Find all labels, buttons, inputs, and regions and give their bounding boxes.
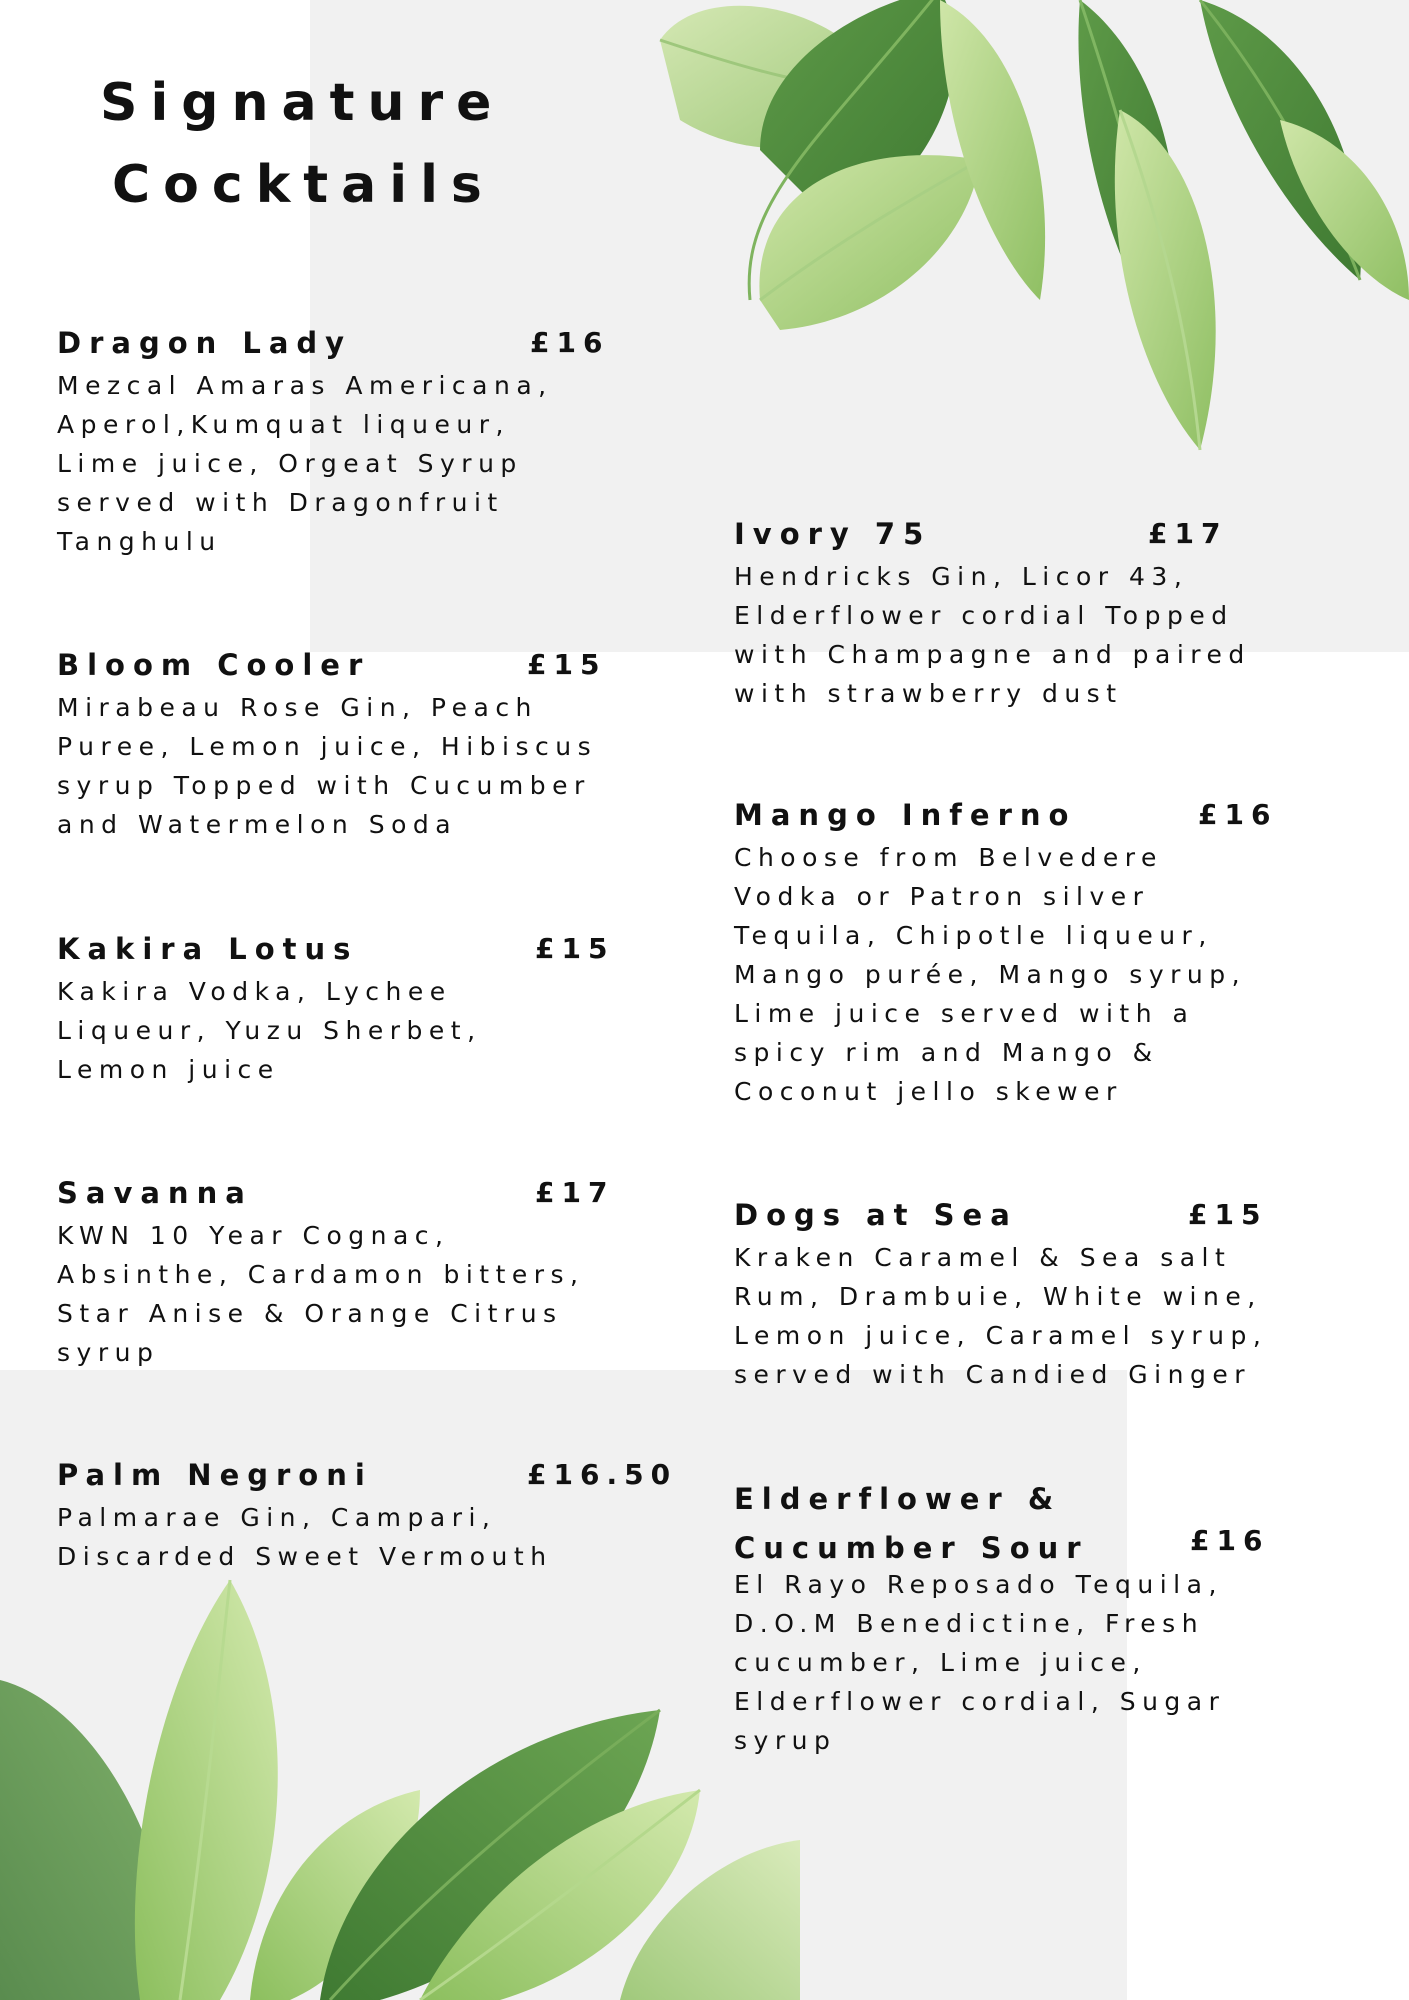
item-price: £15 (527, 648, 607, 681)
item-name: Mango Inferno (734, 798, 1077, 832)
leaf (1115, 110, 1216, 450)
item-name: Palm Negroni (57, 1458, 373, 1492)
item-name: Bloom Cooler (57, 648, 371, 682)
page-title-line1: Signature (100, 73, 505, 133)
item-description: Kakira Vodka, Lychee Liqueur, Yuzu Sherbet, Lemon juice (57, 977, 482, 1084)
item-name: Elderflower & Cucumber Sour (734, 1482, 1089, 1565)
leaf (940, 0, 1045, 300)
item-price: £15 (1188, 1198, 1268, 1231)
menu-item-mango-inferno (734, 798, 1384, 1111)
item-price: £16 (1190, 1524, 1270, 1557)
item-name: Dragon Lady (57, 326, 353, 360)
item-price: £15 (535, 932, 615, 965)
item-header (57, 648, 697, 688)
item-description: Palmarae Gin, Campari, Discarded Sweet Vermouth (57, 1503, 553, 1571)
page-title (100, 62, 504, 226)
item-description: Mezcal Amaras Americana, Aperol,Kumquat liqueur, Lime juice, Orgeat Syrup served with Dragonfruit Tanghulu (57, 371, 553, 556)
leaf (135, 1580, 278, 2000)
item-price: £16 (1198, 798, 1278, 831)
leaf-cluster-top (640, 0, 1409, 470)
menu-item-elderflower-cucumber-sour (734, 1475, 1394, 1760)
item-name: Dogs at Sea (734, 1198, 1018, 1232)
item-description: Choose from Belvedere Vodka or Patron silver Tequila, Chipotle liqueur, Mango purée, Mango syrup, Lime juice served with a spicy rim and Mango & Coconut jello skewer (734, 843, 1247, 1106)
item-header (57, 1458, 707, 1498)
item-header (57, 1176, 697, 1216)
item-description: Kraken Caramel & Sea salt Rum, Drambuie, White wine, Lemon juice, Caramel syrup, served with Candied Ginger (734, 1243, 1268, 1389)
menu-item-dragon-lady (57, 326, 697, 561)
leaf-cluster-bottom (0, 1560, 800, 2000)
item-description: KWN 10 Year Cognac, Absinthe, Cardamon bitters, Star Anise & Orange Citrus syrup (57, 1221, 585, 1367)
menu-item-savanna (57, 1176, 697, 1372)
menu-item-dogs-at-sea (734, 1198, 1394, 1394)
item-price: £16 (530, 326, 610, 359)
item-name: Savanna (57, 1176, 253, 1210)
item-name: Ivory 75 (734, 517, 932, 551)
item-header (734, 517, 1384, 557)
item-price: £17 (1148, 517, 1228, 550)
menu-item-bloom-cooler (57, 648, 697, 844)
item-header (734, 798, 1384, 838)
item-name: Kakira Lotus (57, 932, 359, 966)
item-description: El Rayo Reposado Tequila, D.O.M Benedictine, Fresh cucumber, Lime juice, Elderflower cordial, Sugar syrup (734, 1570, 1226, 1755)
item-header (734, 1198, 1394, 1238)
item-price: £16.50 (527, 1458, 678, 1491)
item-price: £17 (535, 1176, 615, 1209)
item-header (57, 932, 697, 972)
item-header (734, 1475, 1394, 1565)
item-description: Mirabeau Rose Gin, Peach Puree, Lemon juice, Hibiscus syrup Topped with Cucumber and Watermelon Soda (57, 693, 598, 839)
page-title-line2: Cocktails (112, 155, 495, 215)
menu-item-palm-negroni (57, 1458, 707, 1576)
item-description: Hendricks Gin, Licor 43, Elderflower cordial Topped with Champagne and paired with strawberry dust (734, 562, 1251, 708)
item-header (57, 326, 697, 366)
menu-item-ivory-75 (734, 517, 1384, 713)
menu-item-kakira-lotus (57, 932, 697, 1089)
